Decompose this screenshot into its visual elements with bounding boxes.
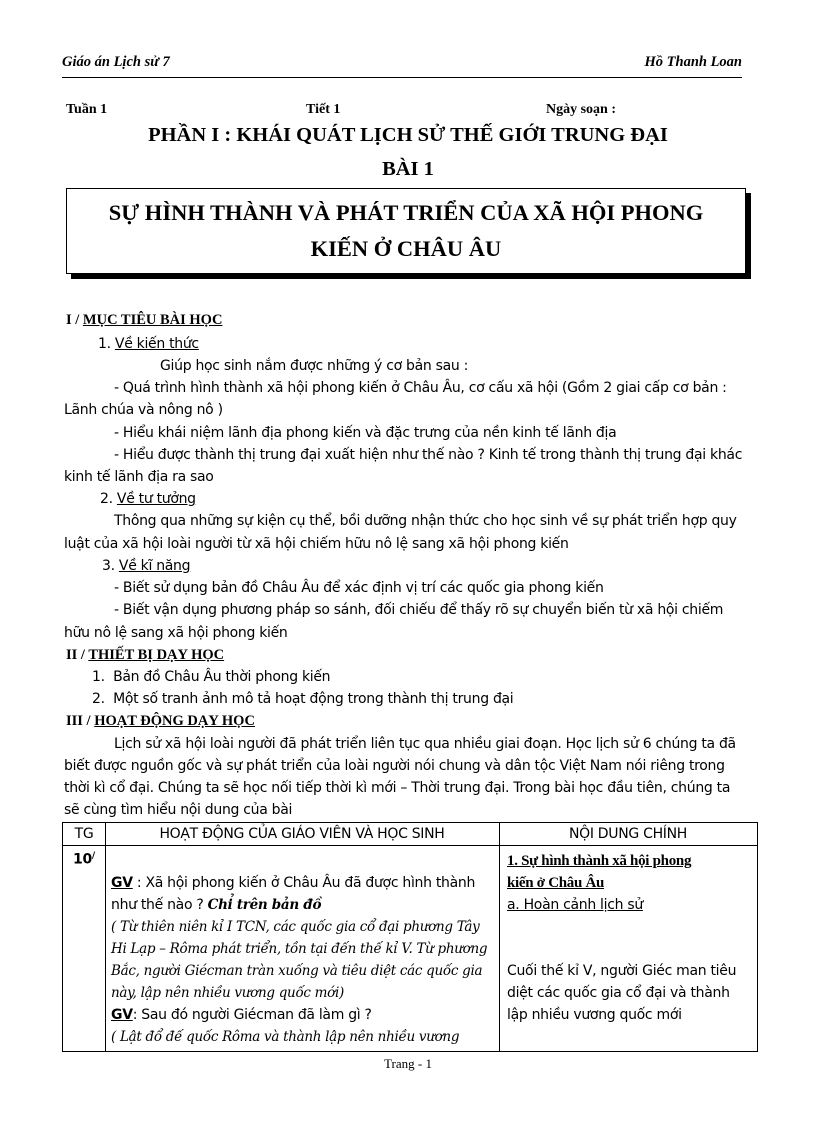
section2-item2-number: 2. [92, 691, 105, 707]
time-cell [73, 851, 95, 868]
content-line3: lập nhiều vương quốc mới [507, 1007, 682, 1023]
lesson-title-box [66, 188, 746, 274]
gv-question-1b: như thế nào ? [111, 897, 208, 913]
gv-question-1-line1 [111, 875, 475, 891]
gv-question-1-hint: Chỉ trên bản đồ [207, 897, 322, 913]
answer-2-line1: ( Lật đổ đế quốc Rôma và thành lập nên nhiều vương [111, 1029, 460, 1045]
section1-heading [66, 312, 222, 329]
content-heading-line2 [507, 875, 604, 892]
section1-title: MỤC TIÊU BÀI HỌC [82, 312, 223, 328]
content-heading-line1 [507, 853, 691, 870]
section2-heading [66, 647, 224, 664]
meta-date-label: Ngày soạn : [546, 102, 617, 117]
time-value: 10 [73, 851, 92, 868]
section3-number: III / [66, 713, 91, 729]
sub1-intro: Giúp học sinh nắm được những ý cơ bản sau : [160, 358, 469, 374]
section2-item1-number: 1. [92, 669, 105, 685]
section1-sub2-number: 2. [100, 491, 113, 507]
section2-item1-text: Bản đồ Châu Âu thời phong kiến [113, 669, 331, 685]
section1-sub1-title: Về kiến thức [114, 336, 199, 352]
gv-question-2 [111, 1007, 372, 1023]
section2-item2-text: Một số tranh ảnh mô tả hoạt động trong thành thị trung đại [113, 691, 514, 707]
gv-label-1: GV [111, 875, 133, 891]
header-author: Hồ Thanh Loan [644, 54, 742, 70]
section2-item2 [92, 691, 513, 707]
content-heading-2: kiến ở Châu Âu [507, 875, 605, 891]
lesson-title-line2: KIẾN Ở CHÂU ÂU [310, 236, 502, 261]
content-heading-1: 1. Sự hình thành xã hội phong [507, 853, 692, 869]
section2-number: II / [66, 647, 85, 663]
page-header [62, 53, 742, 78]
sub1-point3-line1: - Hiểu được thành thị trung đại xuất hiện như thế nào ? Kinh tế trong thành thị trung đại khác [114, 447, 743, 463]
content-subheading-text: a. Hoàn cảnh lịch sử [507, 897, 643, 913]
content-line1: Cuối thế kỉ V, người Giéc man tiêu [507, 963, 737, 979]
section1-sub3-number: 3. [102, 558, 115, 574]
answer-1-line4: này, lập nên nhiều vương quốc mới) [111, 985, 344, 1001]
lesson-number: BÀI 1 [382, 158, 434, 180]
time-unit-mark: / [91, 851, 95, 861]
content-subheading [507, 897, 643, 913]
section1-number: I / [66, 312, 80, 328]
table-header-content: NỘI DUNG CHÍNH [568, 826, 688, 842]
section3-intro-line1: Lịch sử xã hội loài người đã phát triển liên tục qua nhiều giai đoạn. Học lịch sử 6 chúng ta đã [114, 736, 736, 752]
part-title: PHẦN I : KHÁI QUÁT LỊCH SỬ THẾ GIỚI TRUNG ĐẠI [148, 124, 668, 146]
section3-heading [66, 713, 255, 730]
section1-sub2-title: Về tư tưởng [116, 491, 196, 507]
section3-intro-line2: biết được nguồn gốc và sự phát triển của loài người nói chung và dân tộc Việt Nam nói riêng trong [64, 758, 725, 774]
content-line2: diệt các quốc gia cổ đại và thành [507, 985, 730, 1001]
table-divider-1 [105, 823, 106, 1051]
gv-question-2-text: : Sau đó người Giécman đã làm gì ? [132, 1007, 372, 1023]
page-footer: Trang - 1 [384, 1056, 432, 1071]
section2-title: THIẾT BỊ DẠY HỌC [88, 647, 225, 663]
sub1-point2: - Hiểu khái niệm lãnh địa phong kiến và đặc trưng của nền kinh tế lãnh địa [114, 425, 617, 441]
section1-sub3-heading [102, 558, 190, 574]
header-subject: Giáo án Lịch sử 7 [62, 54, 170, 70]
gv-question-1a: : Xã hội phong kiến ở Châu Âu đã được hình thành [132, 875, 476, 891]
section1-sub2-heading [100, 491, 196, 507]
section3-intro-line4: sẽ cùng tìm hiểu nội dung của bài [64, 802, 293, 818]
sub2-line1: Thông qua những sự kiện cụ thể, bồi dưỡng nhận thức cho học sinh về sự phát triển hợp quy [114, 513, 737, 529]
answer-1-line3: Bắc, người Giécman tràn xuống và tiêu diệt các quốc gia [111, 963, 483, 979]
section1-sub1-number: 1. [98, 336, 111, 352]
section3-intro-line3: thời kì cổ đại. Chúng ta sẽ học nối tiếp thời kì mới – Thời trung đại. Trong bài học đầu tiên, chúng ta [64, 780, 731, 796]
table-header-activity: HOẠT ĐỘNG CỦA GIÁO VIÊN VÀ HỌC SINH [159, 826, 445, 842]
sub1-point3-line2: kinh tế lãnh địa ra sao [64, 469, 214, 485]
sub2-line2: luật của xã hội loài người từ xã hội chiếm hữu nô lệ sang xã hội phong kiến [64, 536, 569, 552]
meta-week: Tuần 1 [66, 102, 108, 117]
activity-table [62, 822, 758, 1052]
sub3-point2-line1: - Biết vận dụng phương pháp so sánh, đối chiếu để thấy rõ sự chuyển biến từ xã hội chiếm [114, 602, 724, 618]
answer-1-line1: ( Từ thiên niên kỉ I TCN, các quốc gia cổ đại phương Tây [111, 919, 480, 935]
section2-item1 [92, 669, 330, 685]
answer-1-line2: Hi Lạp – Rôma phát triển, tồn tại đến thế kỉ V. Từ phương [111, 941, 488, 957]
table-header-rule [63, 845, 757, 846]
section3-title: HOẠT ĐỘNG DẠY HỌC [94, 713, 255, 729]
section1-sub3-title: Về kĩ năng [118, 558, 191, 574]
table-header-time: TG [74, 826, 94, 842]
sub3-point2-line2: hữu nô lệ sang xã hội phong kiến [64, 625, 288, 641]
meta-period: Tiết 1 [306, 102, 341, 117]
gv-question-1-line2 [111, 897, 321, 913]
gv-label-2: GV [111, 1007, 133, 1023]
lesson-title-line1: SỰ HÌNH THÀNH VÀ PHÁT TRIỂN CỦA XÃ HỘI PHONG [108, 200, 704, 225]
sub3-point1: - Biết sử dụng bản đồ Châu Âu để xác định vị trí các quốc gia phong kiến [114, 580, 604, 596]
section1-sub1-heading [98, 336, 199, 352]
sub1-point1-line1: - Quá trình hình thành xã hội phong kiến ở Châu Âu, cơ cấu xã hội (Gồm 2 giai cấp cơ bản : [114, 380, 727, 396]
sub1-point1-line2: Lãnh chúa và nông nô ) [64, 402, 223, 418]
table-divider-2 [499, 823, 500, 1051]
